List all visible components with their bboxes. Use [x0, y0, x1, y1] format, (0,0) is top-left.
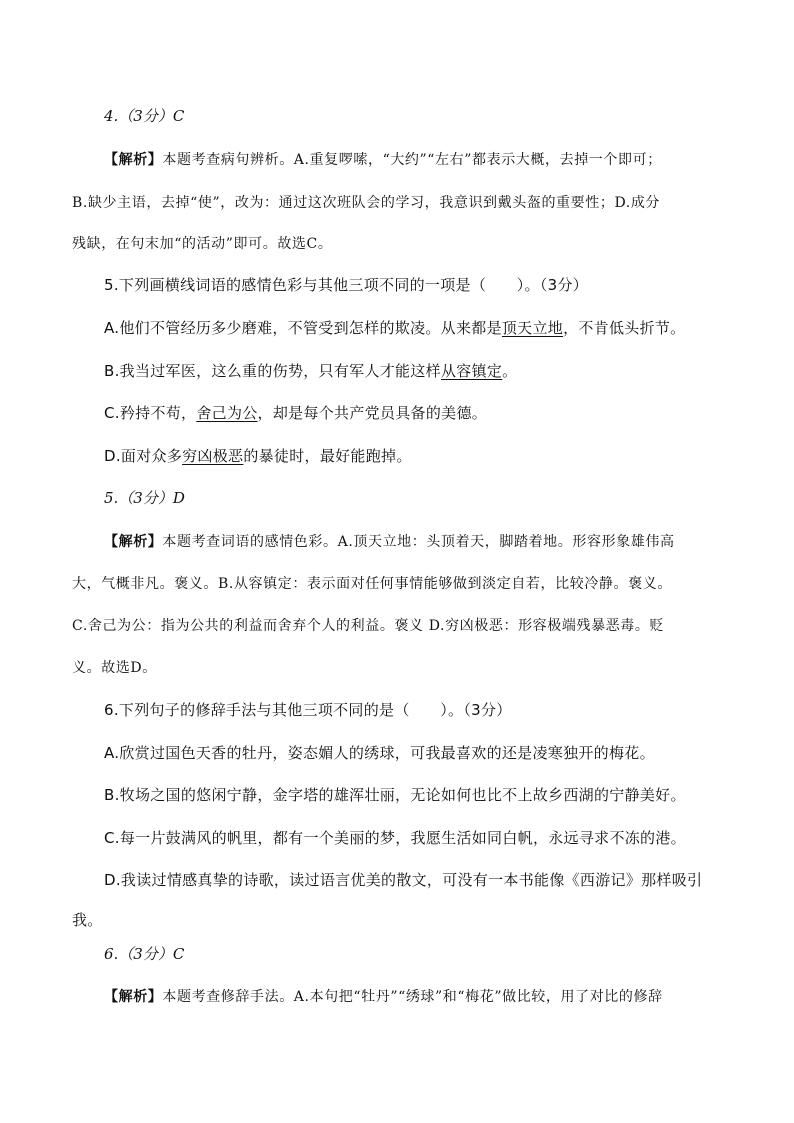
option-line: D.我读过情感真挚的诗歌，读过语言优美的散文，可没有一本书能像《西游记》那样吸引: [104, 871, 703, 889]
explanation-text: 本题考查词语的感情色彩。A.顶天立地：头顶着天，脚踏着地。形容形象雄伟高: [162, 534, 675, 550]
underlined-word: 穷凶极恶: [182, 447, 244, 465]
underlined-word: 从容镇定: [440, 362, 503, 380]
option-line: 我。: [72, 911, 103, 929]
explanation-line: C.舍己为公：指为公共的利益而舍弃个人的利益。褒义 D.穷凶极恶：形容极端残暴恶毒。贬: [72, 618, 665, 634]
explanation-tag: 【解析】: [104, 989, 163, 1005]
option-line: A.他们不管经历多少磨难，不管受到怎样的欺凌。从来都是顶天立地，不肯低头折节。: [104, 319, 686, 337]
explanation-line: B.缺少主语，去掉“使”，改为：通过这次班队会的学习，我意识到戴头盔的重要性；D.成分: [72, 195, 661, 211]
explanation-tag: 【解析】: [104, 152, 163, 168]
explanation-text: 本题考查修辞手法。A.本句把“牡丹”“绣球”和“梅花”做比较，用了对比的修辞: [162, 989, 663, 1005]
explanation-text: 本题考查病句辨析。A.重复啰嗦，“大约”“左右”都表示大概，去掉一个即可；: [162, 152, 662, 168]
answer-line: 5.（3分）D: [104, 489, 185, 507]
option-line: A.欣赏过国色天香的牡丹，姿态媚人的绣球，可我最喜欢的还是凌寒独开的梅花。: [104, 744, 655, 762]
explanation-tag: 【解析】: [104, 534, 163, 550]
answer-line: 6.（3分）C: [104, 945, 185, 963]
answer-line: 4.（3分）C: [104, 107, 185, 125]
explanation-line: [104, 987, 663, 1007]
explanation-line: 义。故选D。: [72, 660, 157, 676]
option-line: D.面对众多穷凶极恶的暴徒时，最好能跑掉。: [104, 447, 412, 465]
option-line: B.牧场之国的悠闲宁静，金字塔的雄浑壮丽，无论如何也比不上故乡西湖的宁静美好。: [104, 786, 686, 804]
explanation-line: [104, 532, 675, 552]
option-line: C.矜持不苟，舍己为公，却是每个共产党员具备的美德。: [104, 404, 488, 422]
explanation-line: 残缺，在句末加“的活动”即可。故选C。: [72, 236, 333, 252]
explanation-line: [104, 150, 662, 170]
option-line: B.我当过军医，这么重的伤势，只有军人才能这样从容镇定。: [104, 362, 518, 380]
explanation-line: 大，气概非凡。褒义。B.从容镇定：表示面对任何事情能够做到淡定自若，比较冷静。褒义。: [72, 576, 672, 592]
option-line: C.每一片鼓满风的帆里，都有一个美丽的梦，我愿生活如同白帆，永远寻求不冻的港。: [104, 829, 686, 847]
question-line: 6.下列句子的修辞手法与其他三项不同的是（ ）。（3分）: [104, 701, 512, 719]
underlined-word: 顶天立地: [501, 319, 564, 337]
underlined-word: 舍己为公: [196, 404, 258, 422]
question-line: 5.下列画横线词语的感情色彩与其他三项不同的一项是（ ）。（3分）: [104, 276, 589, 294]
